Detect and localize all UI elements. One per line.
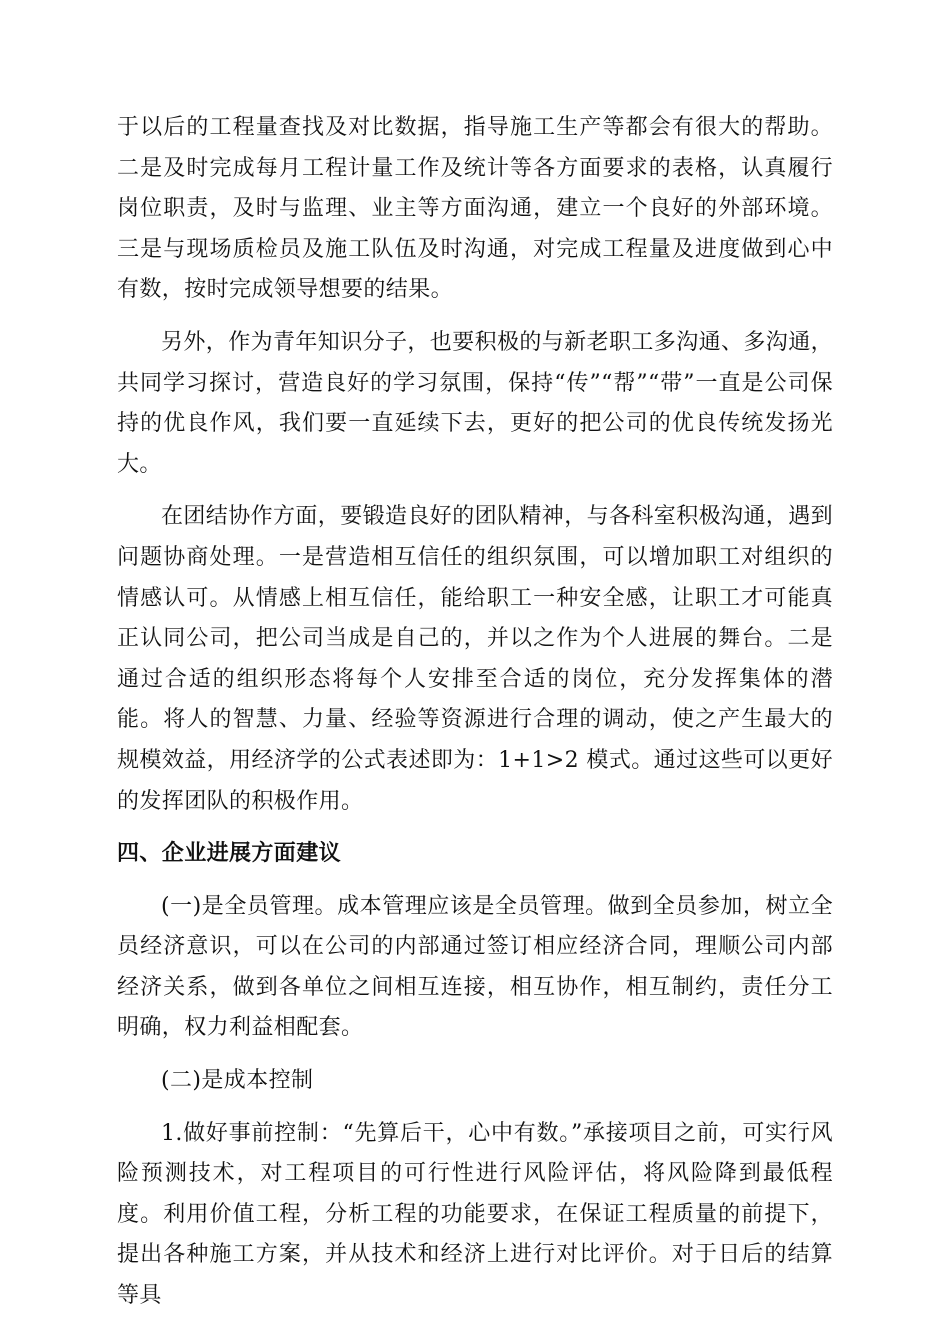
paragraph-pre-control: 1.做好事前控制：“先算后干，心中有数。”承接项目之前，可实行风险预测技术，对工程项目的可行性进行风险评估，将风险降到最低程度。利用价值工程，分析工程的功能要求，在保证工程质量的前提下，提出各种施工方案，并从技术和经济上进行对比评价。对于日后的结算等具 <box>117 1120 833 1309</box>
document-body <box>117 108 833 1317</box>
section-heading-4: 四、企业进展方面建议 <box>117 841 342 867</box>
paragraph-cost-control-heading: (二)是成本控制 <box>161 1068 314 1094</box>
paragraph-youth-communication: 另外，作为青年知识分子，也要积极的与新老职工多沟通、多沟通，共同学习探讨，营造良好的学习氛围，保持“传”“帮”“带”一直是公司保持的优良作风，我们要一直延续下去，更好的把公司的优良传统发扬光大。 <box>117 329 834 477</box>
paragraph-continuation: 于以后的工程量查找及对比数据，指导施工生产等都会有很大的帮助。二是及时完成每月工程计量工作及统计等各方面要求的表格，认真履行岗位职责，及时与监理、业主等方面沟通，建立一个良好的外部环境。三是与现场质检员及施工队伍及时沟通，对完成工程量及进度做到心中有数，按时完成领导想要的结果。 <box>117 115 833 303</box>
paragraph-teamwork: 在团结协作方面，要锻造良好的团队精神，与各科室积极沟通，遇到问题协商处理。一是营造相互信任的组织氛围，可以增加职工对组织的情感认可。从情感上相互信任，能给职工一种安全感，让职工才可能真正认同公司，把公司当成是自己的，并以之作为个人进展的舞台。二是通过合适的组织形态将每个人安排至合适的岗位，充分发挥集体的潜能。将人的智慧、力量、经验等资源进行合理的调动，使之产生最大的规模效益，用经济学的公式表述即为：1+1>2 模式。通过这些可以更好的发挥团队的积极作用。 <box>117 504 834 814</box>
paragraph-full-staff-management: (一)是全员管理。成本管理应该是全员管理。做到全员参加，树立全员经济意识，可以在公司的内部通过签订相应经济合同，理顺公司内部经济关系，做到各单位之间相互连接，相互协作，相互制约，责任分工明确，权力利益相配套。 <box>117 893 833 1041</box>
